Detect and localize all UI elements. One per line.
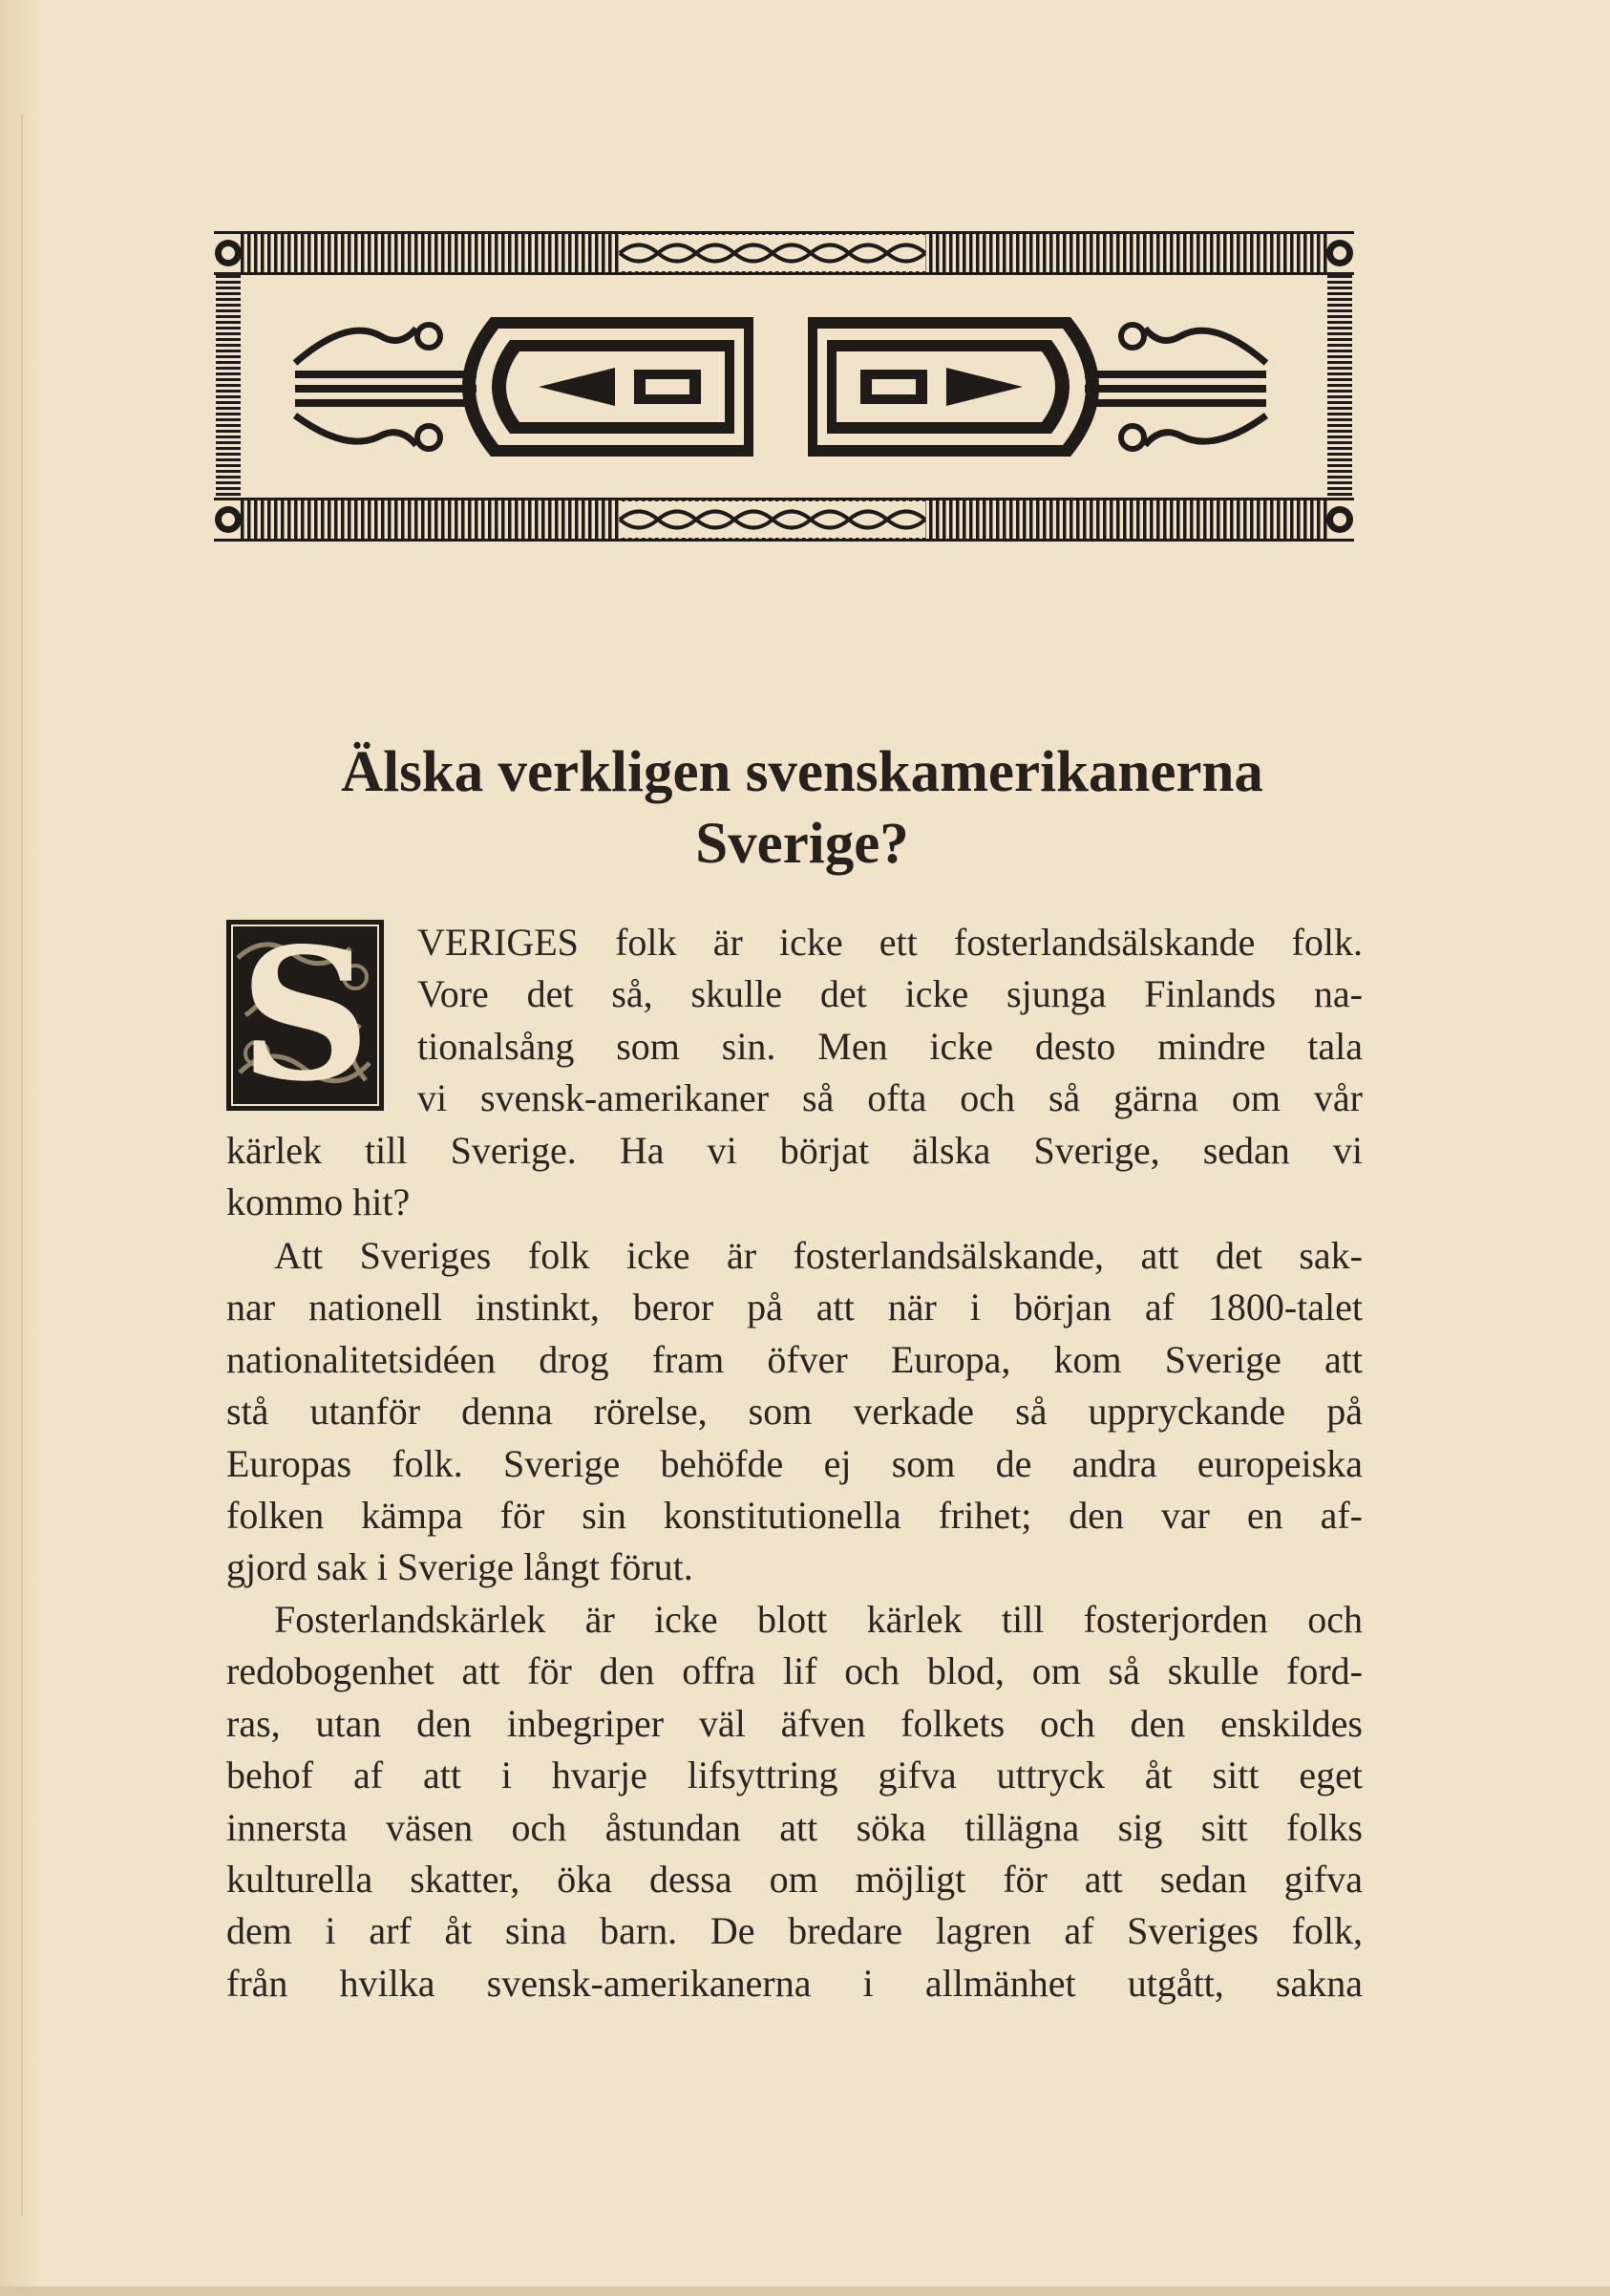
chapter-title-line-1: Älska verkligen svenskamerikanerna [341,740,1263,804]
text-line: innersta väsen och åstundan att söka tillägna sig sitt folks [226,1805,1363,1849]
text-line: nationalitetsidéen drog fram öfver Europa, kom Sverige att [226,1337,1363,1381]
dropcap [226,908,384,1121]
text-line: gjord sak i Sverige långt förut. [226,1545,693,1589]
binding-shadow [21,115,23,2216]
paragraph-1-wrapped [417,917,1363,1125]
paragraph-3 [226,1594,1363,2009]
text-line: vi svensk-amerikaner så ofta och så gärna om vår [417,1076,1363,1120]
text-line: ras, utan den inbegriper väl äfven folkets och den enskildes [226,1701,1363,1745]
paragraph-1-rest [226,1125,1363,1229]
text-line: Att Sveriges folk icke är fosterlandsälskande, att det sak- [274,1234,1363,1277]
page-bottom-edge [0,2286,1610,2296]
dropcap-letter: S [239,908,371,1121]
headpiece-ornament [214,229,1354,544]
text-line: folken kämpa för sin konstitutionella frihet; den var en af- [226,1493,1363,1537]
text-line: kommo hit? [226,1180,411,1224]
text-line: Europas folk. Sverige behöfde ej som de andra europeiska [226,1441,1363,1485]
text-line: stå utanför denna rörelse, som verkade så uppryckande på [226,1390,1363,1434]
text-line: Vore det så, skulle det icke sjunga Finlands na- [417,972,1363,1016]
text-line: nar nationell instinkt, beror på att när i början af 1800-talet [226,1286,1363,1329]
text-line: VERIGES folk är icke ett fosterlandsälskande folk. [417,921,1363,964]
text-line: tionalsång som sin. Men icke desto mindre tala [417,1024,1363,1068]
text-line: dem i arf åt sina barn. De bredare lagren af Sveriges folk, [226,1909,1363,1953]
text-line: Fosterlandskärlek är icke blott kärlek till fosterjorden och [274,1598,1363,1641]
text-line: behof af att i hvarje lifsyttring gifva uttryck åt sitt eget [226,1754,1363,1797]
text-line: från hvilka svensk-amerikanerna i allmänhet utgått, sakna [226,1961,1363,2005]
text-line: redobogenhet att för den offra lif och blod, om så skulle ford- [226,1649,1363,1693]
chapter-title-line-2: Sverige? [695,812,909,876]
paragraph-2 [226,1230,1363,1594]
text-line: kulturella skatter, öka dessa om möjligt för att sedan gifva [226,1857,1363,1901]
text-line: kärlek till Sverige. Ha vi börjat älska Sverige, sedan vi [226,1129,1363,1172]
